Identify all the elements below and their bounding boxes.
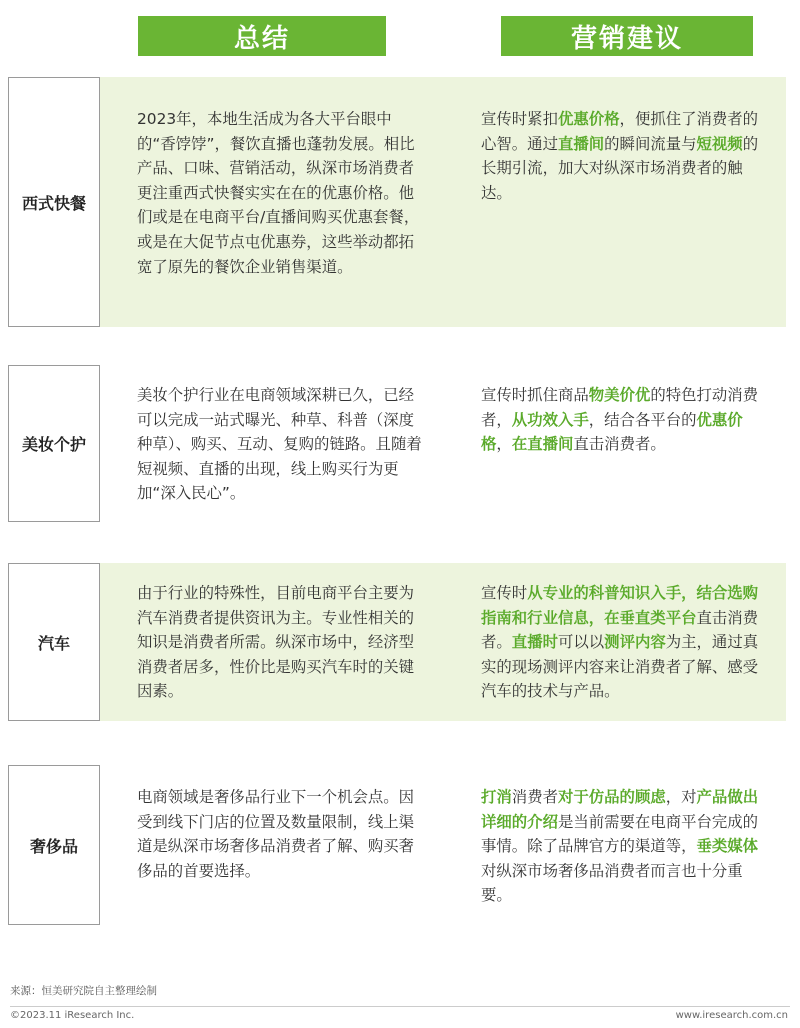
summary-text: 电商领域是奢侈品行业下一个机会点。因受到线下门店的位置及数量限制，线上渠道是纵深市场奢侈品消费者了解、购买奢侈品的首要选择。 bbox=[137, 788, 415, 880]
marketing-text bbox=[481, 785, 763, 908]
plain-text: 消费者 bbox=[511, 788, 558, 806]
footer-divider bbox=[10, 1006, 790, 1007]
category-label: 美妆个护 bbox=[8, 365, 100, 522]
plain-text: 直击消费者。 bbox=[573, 435, 666, 454]
highlight-text: 短视频 bbox=[696, 134, 743, 153]
marketing-text bbox=[481, 581, 763, 704]
highlight-text: 打消 bbox=[481, 788, 512, 806]
table-row bbox=[0, 563, 800, 721]
header-summary: 总结 bbox=[138, 16, 386, 56]
highlight-text: 优惠价格 bbox=[481, 410, 743, 454]
header-marketing: 营销建议 bbox=[501, 16, 753, 56]
plain-text: ，便抓住了消费者的心智。通过 bbox=[481, 110, 759, 153]
table-row bbox=[0, 77, 800, 327]
category-label: 奢侈品 bbox=[8, 765, 100, 925]
table-row bbox=[0, 765, 800, 925]
plain-text: 直击消费者。 bbox=[481, 608, 759, 652]
plain-text: 的特色打动消费者， bbox=[481, 386, 759, 429]
highlight-text: 产品做出详细的介绍 bbox=[481, 788, 759, 831]
table-row bbox=[0, 365, 800, 522]
highlight-text: 测评内容 bbox=[604, 633, 666, 652]
summary-text: 由于行业的特殊性，目前电商平台主要为汽车消费者提供资讯为主。专业性相关的知识是消费者所需。纵深市场中，经济型消费者居多，性价比是购买汽车时的关键因素。 bbox=[137, 584, 415, 701]
highlight-text: 从功效入手 bbox=[511, 410, 589, 429]
plain-text: 是当前需要在电商平台完成的事情。除了品牌官方的渠道等， bbox=[481, 812, 759, 856]
plain-text: 可以以 bbox=[557, 633, 605, 652]
highlight-text: 优惠价格 bbox=[557, 110, 620, 128]
marketing-text bbox=[481, 107, 763, 205]
highlight-text: 直播间 bbox=[557, 134, 605, 153]
source-note: 来源：恒美研究院自主整理绘制 bbox=[10, 985, 157, 997]
plain-text: ， bbox=[496, 435, 512, 454]
plain-text: ，对 bbox=[665, 788, 697, 806]
highlight-text: 垂类媒体 bbox=[696, 837, 759, 856]
plain-text: 的瞬间流量与 bbox=[604, 134, 697, 153]
website-text: www.iresearch.com.cn bbox=[675, 1010, 788, 1021]
summary-text: 2023年，本地生活成为各大平台眼中的“香饽饽”，餐饮直播也蓬勃发展。相比产品、口味、营销活动，纵深市场消费者更注重西式快餐实实在在的优惠价格。他们或是在电商平台/直播间购买优惠套餐，或是在大促节点屯优惠券，这些举动都拓宽了原先的餐饮企业销售渠道。 bbox=[137, 110, 420, 276]
plain-text: 为主，通过真实的现场测评内容来让消费者了解、感受汽车的技术与产品。 bbox=[481, 633, 759, 701]
plain-text: 的长期引流，加大对纵深市场消费者的触达。 bbox=[481, 134, 759, 202]
highlight-text: 直播时 bbox=[511, 633, 558, 652]
category-label: 汽车 bbox=[8, 563, 100, 721]
marketing-text bbox=[481, 383, 763, 457]
copyright-text: ©2023.11 iResearch Inc. bbox=[10, 1010, 135, 1021]
plain-text: 宣传时抓住商品 bbox=[481, 386, 589, 404]
summary-text: 美妆个护行业在电商领域深耕已久，已经可以完成一站式曝光、种草、科普（深度种草）、购买、互动、复购的链路。且随着短视频、直播的出现，线上购买行为更加“深入民心”。 bbox=[137, 386, 422, 503]
plain-text: 宣传时 bbox=[481, 584, 528, 602]
plain-text: 对纵深市场奢侈品消费者而言也十分重要。 bbox=[481, 861, 743, 905]
plain-text: 宣传时紧扣 bbox=[481, 110, 558, 128]
highlight-text: 对于仿品的顾虑 bbox=[557, 788, 666, 806]
highlight-text: 物美价优 bbox=[588, 386, 651, 404]
highlight-text: 从专业的科普知识入手，结合选购指南和行业信息，在垂直类平台 bbox=[481, 584, 759, 627]
plain-text: ，结合各平台的 bbox=[588, 410, 697, 429]
category-label: 西式快餐 bbox=[8, 77, 100, 327]
highlight-text: 在直播间 bbox=[511, 435, 574, 454]
